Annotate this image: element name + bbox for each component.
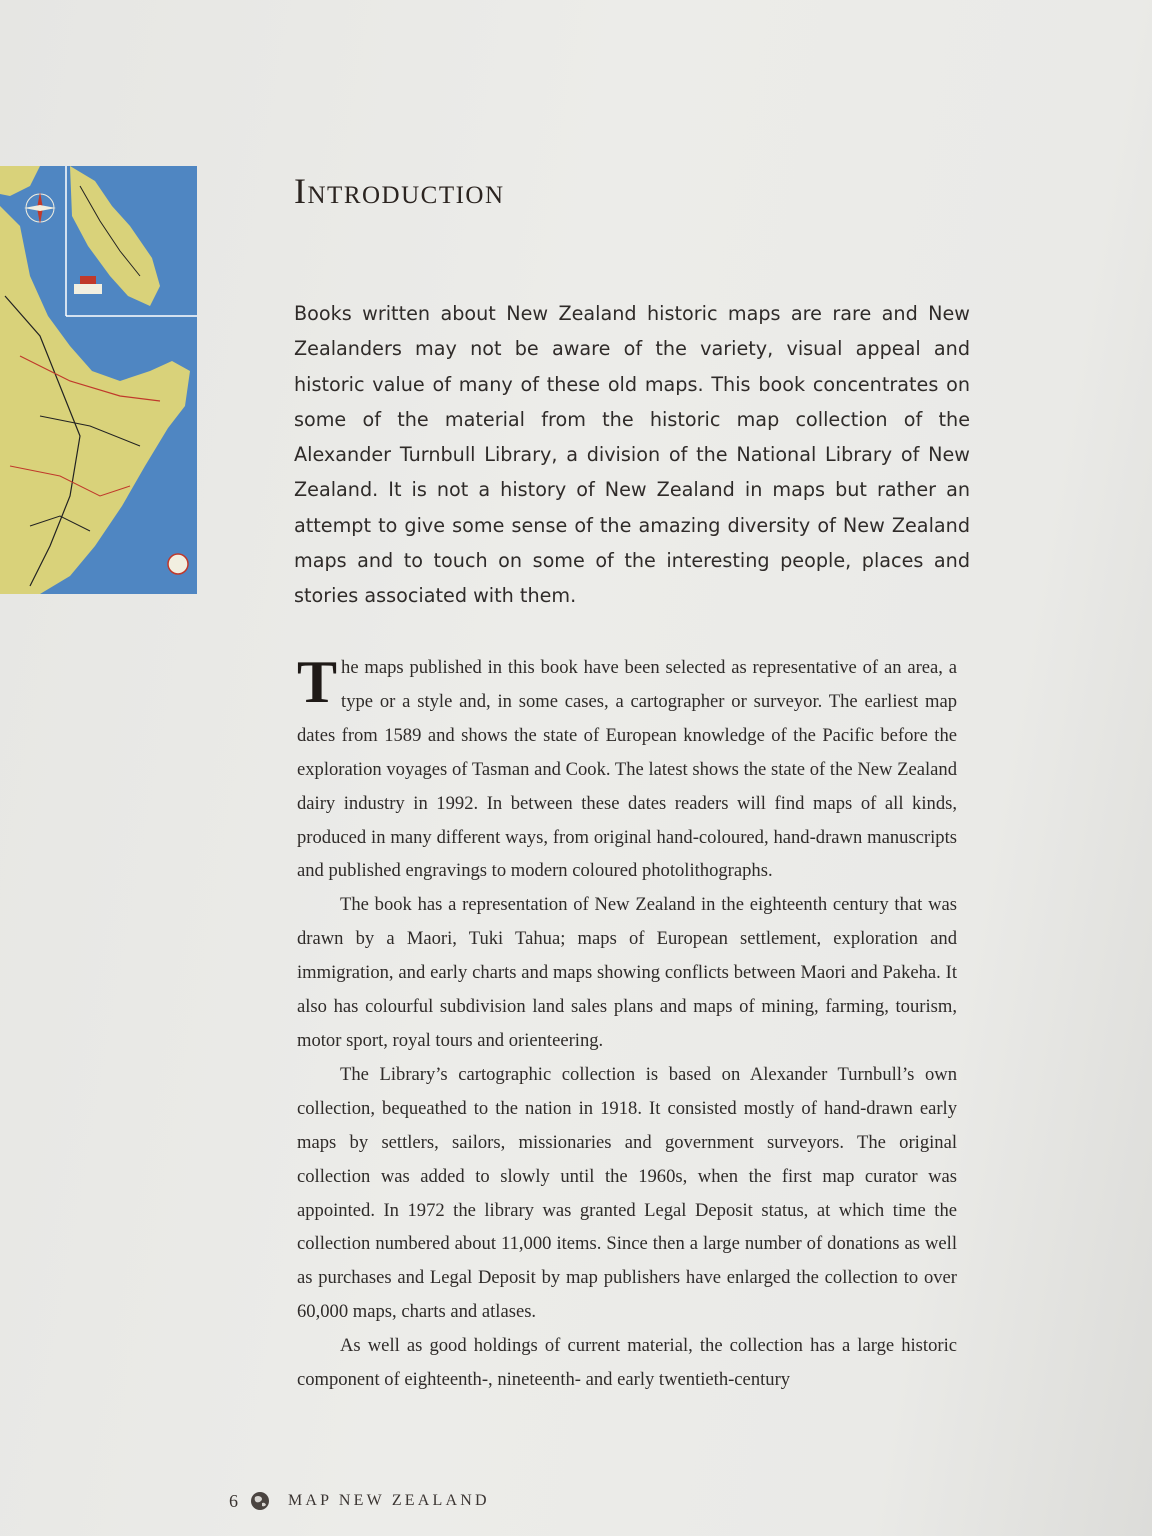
page-number: 6 [229,1490,238,1511]
body-paragraph: The book has a representation of New Zealand in the eighteenth century that was drawn by a Maori, Tuki Tahua; maps of European settlement, exploration and immigration, and early charts and maps showing conflicts between Maori and Pakeha. It also has colourful subdivision land sales plans and maps of mining, farming, tourism, motor sport, royal tours and orienteering. [297,894,957,1051]
running-head: MAP NEW ZEALAND [288,1492,490,1509]
map-illustration [0,166,197,594]
body-text [297,651,957,1397]
body-paragraph: The Library’s cartographic collection is based on Alexander Turnbull’s own collection, bequeathed to the nation in 1918. It consisted mostly of hand-drawn early maps by settlers, sailors, missionaries and government surveyors. The original collection was added to slowly until the 1960s, when the first map curator was appointed. In 1972 the library was granted Legal Deposit status, at which time the collection numbered about 11,000 items. Since then a large number of donations as well as purchases and Legal Deposit by map publishers have enlarged the collection to over 60,000 maps, charts and atlases. [297,1063,957,1323]
drop-cap: T [297,649,338,715]
page-footer [229,1488,490,1514]
intro-lead-paragraph: Books written about New Zealand historic maps are rare and New Zealanders may not be aware of the variety, visual appeal and historic value of many of these old maps. This book concentrates on some of the material from the historic map collection of the Alexander Turnbull Library, a division of the National Library of New Zealand. It is not a history of New Zealand in maps but rather an attempt to give some sense of the amazing diversity of New Zealand maps and to touch on some of the interesting people, places and stories associated with them. [294,302,970,608]
page-title: Introduction [294,171,505,211]
body-paragraph: As well as good holdings of current material, the collection has a large historic component of eighteenth-, nineteenth- and early twentieth-century [297,1335,957,1391]
globe-icon [250,1491,270,1511]
body-paragraph [297,651,957,888]
paragraph-text: he maps published in this book have been selected as representative of an area, a type or a style and, in some cases, a cartographer or surveyor. The earliest map dates from 1589 and shows the state of European knowledge of the Pacific before the exploration voyages of Tasman and Cook. The latest shows the state of the New Zealand dairy industry in 1992. In between these dates readers will find maps of all kinds, produced in many different ways, from original hand-coloured, hand-drawn manuscripts and published engravings to modern coloured photolithographs. [297,657,957,882]
